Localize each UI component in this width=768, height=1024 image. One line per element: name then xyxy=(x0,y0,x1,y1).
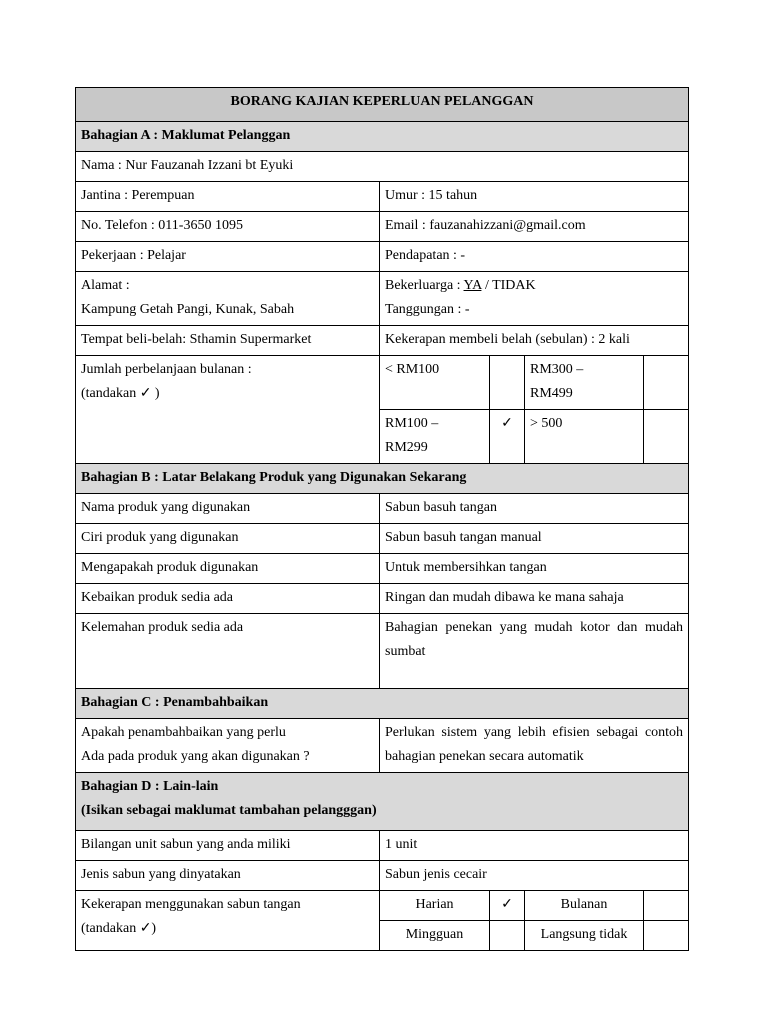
email-field: Email : fauzanahizzani@gmail.com xyxy=(380,212,689,242)
checkmark-icon: ✓ xyxy=(501,416,513,431)
kekerapan-sabun-label-line2: (tandakan ✓) xyxy=(81,921,157,936)
jumlah-perbelanjaan-label xyxy=(76,356,380,464)
option-rm300-line1: RM300 – xyxy=(530,362,584,377)
section-b-row-label: Nama produk yang digunakan xyxy=(76,494,380,524)
penambahbaikan-label-line1: Apakah penambahbaikan yang perlu xyxy=(81,725,286,740)
section-b-heading: Bahagian B : Latar Belakang Produk yang Digunakan Sekarang xyxy=(76,464,689,494)
pendapatan-field: Pendapatan : - xyxy=(380,242,689,272)
option-below-rm100: < RM100 xyxy=(380,356,490,410)
penambahbaikan-label xyxy=(76,719,380,773)
tempat-field: Tempat beli-belah: Sthamin Supermarket xyxy=(76,326,380,356)
jumlah-label-line2: (tandakan ✓ ) xyxy=(81,386,160,401)
alamat-field xyxy=(76,272,380,326)
section-b-row-label: Mengapakah produk digunakan xyxy=(76,554,380,584)
option-rm300-rm499-checkbox[interactable] xyxy=(644,356,689,410)
freq-option-bulanan: Bulanan xyxy=(525,891,644,921)
umur-field: Umur : 15 tahun xyxy=(380,182,689,212)
section-c-heading: Bahagian C : Penambahbaikan xyxy=(76,689,689,719)
freq-option-mingguan: Mingguan xyxy=(380,921,490,951)
option-rm300-line2: RM499 xyxy=(530,386,573,401)
form-title: BORANG KAJIAN KEPERLUAN PELANGGAN xyxy=(76,88,689,122)
customer-survey-form xyxy=(75,87,689,951)
telefon-field: No. Telefon : 011-3650 1095 xyxy=(76,212,380,242)
option-above-500-checkbox[interactable] xyxy=(644,410,689,464)
section-d-row-label: Bilangan unit sabun yang anda miliki xyxy=(76,831,380,861)
penambahbaikan-label-line2: Ada pada produk yang akan digunakan ? xyxy=(81,749,310,764)
option-rm100-line1: RM100 – xyxy=(385,416,439,431)
section-d-row-label: Jenis sabun yang dinyatakan xyxy=(76,861,380,891)
section-d-heading-line2: (Isikan sebagai maklumat tambahan pelangggan) xyxy=(81,803,377,818)
section-b-row-value: Sabun basuh tangan xyxy=(380,494,689,524)
tanggungan-value: Tanggungan : - xyxy=(385,302,470,317)
section-b-row-value: Ringan dan mudah dibawa ke mana sahaja xyxy=(380,584,689,614)
pekerjaan-field: Pekerjaan : Pelajar xyxy=(76,242,380,272)
section-b-row-value: Sabun basuh tangan manual xyxy=(380,524,689,554)
freq-option-bulanan-checkbox[interactable] xyxy=(644,891,689,921)
jantina-field: Jantina : Perempuan xyxy=(76,182,380,212)
section-b-row-label: Ciri produk yang digunakan xyxy=(76,524,380,554)
section-b-row-value: Untuk membersihkan tangan xyxy=(380,554,689,584)
bekerluarga-tidak: / TIDAK xyxy=(481,278,536,293)
option-below-rm100-checkbox[interactable] xyxy=(490,356,525,410)
section-b-row-label: Kebaikan produk sedia ada xyxy=(76,584,380,614)
bekerluarga-label: Bekerluarga : xyxy=(385,278,464,293)
freq-option-langsung-tidak-checkbox[interactable] xyxy=(644,921,689,951)
alamat-label: Alamat : xyxy=(81,278,130,293)
option-above-500: > 500 xyxy=(525,410,644,464)
section-d-row-value: Sabun jenis cecair xyxy=(380,861,689,891)
kekerapan-sabun-label xyxy=(76,891,380,951)
section-b-row-value: Bahagian penekan yang mudah kotor dan mudah sumbat xyxy=(380,614,689,689)
nama-field: Nama : Nur Fauzanah Izzani bt Eyuki xyxy=(76,152,689,182)
freq-option-harian-checkbox[interactable] xyxy=(490,891,525,921)
section-d-heading xyxy=(76,773,689,831)
alamat-value: Kampung Getah Pangi, Kunak, Sabah xyxy=(81,302,295,317)
jumlah-label-line1: Jumlah perbelanjaan bulanan : xyxy=(81,362,252,377)
bekerluarga-field xyxy=(380,272,689,326)
freq-option-langsung-tidak: Langsung tidak xyxy=(525,921,644,951)
kekerapan-sabun-label-line1: Kekerapan menggunakan sabun tangan xyxy=(81,897,301,912)
penambahbaikan-value: Perlukan sistem yang lebih efisien sebagai contoh bahagian penekan secara automatik xyxy=(380,719,689,773)
section-d-row-value: 1 unit xyxy=(380,831,689,861)
freq-option-harian: Harian xyxy=(380,891,490,921)
bekerluarga-line xyxy=(385,274,683,298)
checkmark-icon: ✓ xyxy=(501,897,513,912)
freq-option-mingguan-checkbox[interactable] xyxy=(490,921,525,951)
option-rm300-rm499 xyxy=(525,356,644,410)
option-rm100-rm299 xyxy=(380,410,490,464)
bekerluarga-ya: YA xyxy=(463,278,482,293)
section-d-heading-line1: Bahagian D : Lain-lain xyxy=(81,779,219,794)
kekerapan-membeli-field: Kekerapan membeli belah (sebulan) : 2 kali xyxy=(380,326,689,356)
option-rm100-line2: RM299 xyxy=(385,440,428,455)
section-b-row-label: Kelemahan produk sedia ada xyxy=(76,614,380,689)
section-a-heading: Bahagian A : Maklumat Pelanggan xyxy=(76,122,689,152)
option-rm100-rm299-checkbox[interactable] xyxy=(490,410,525,464)
